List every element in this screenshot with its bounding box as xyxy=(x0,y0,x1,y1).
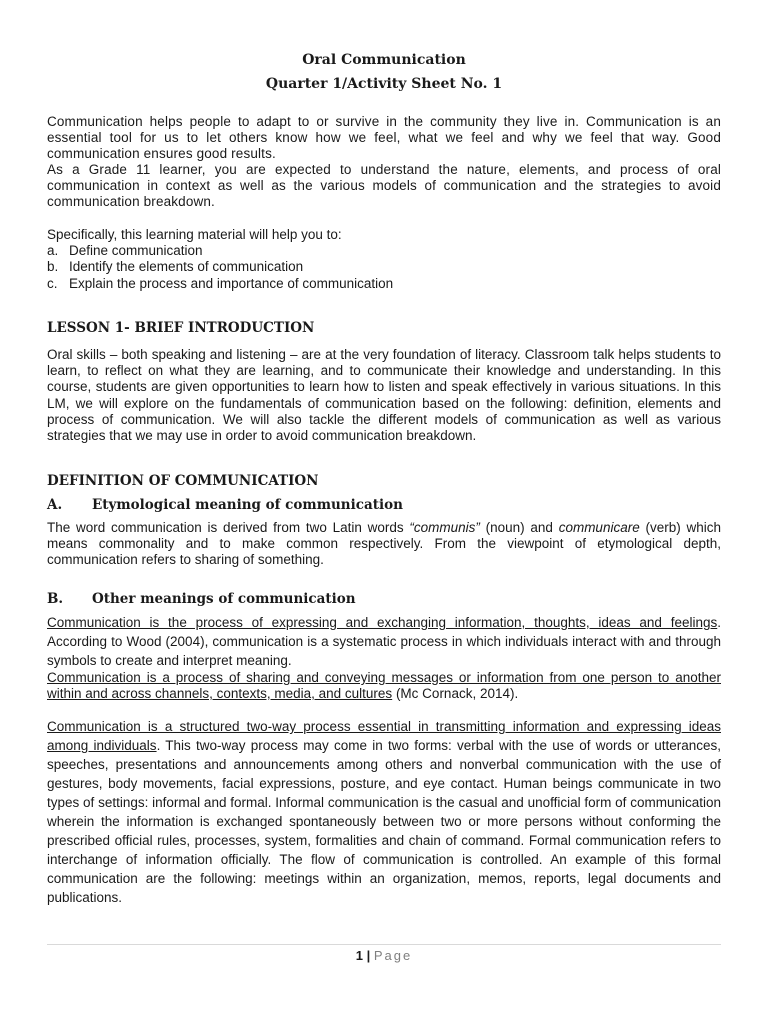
section-b-letter: B. xyxy=(47,591,64,607)
section-a-heading xyxy=(47,497,403,513)
section-a-title: Etymological meaning of communication xyxy=(92,497,403,513)
objectives-lead: Specifically, this learning material will help you to: xyxy=(47,227,342,242)
section-a-letter: A. xyxy=(47,497,63,513)
section-b-heading xyxy=(47,591,356,607)
definition-2-underlined: Communication is a process of sharing and conveying messages or information from one person to another within and across channels, contexts, media, and cultures xyxy=(47,670,721,702)
latin-term-communis: “communis” xyxy=(409,520,480,535)
list-item: a. Define communication xyxy=(47,243,203,259)
definition-3: Communication is a structured two-way process essential in transmitting information and expressing ideas among individuals. This two-way process may come in two forms: verbal with the use of words or utterances, speeches, presentations and announcements among others and nonverbal communication with the use of gestures, body movements, facial expressions, posture, and eye contact. Human beings communicate in two types of settings: informal and formal. Informal communication is the casual and unofficial form of communication wherein the information is exchanged spontaneously between two or more persons without conforming the prescribed official rules, processes, system, formalities and chain of command. Formal communication refers to interchange of information officially. The flow of communication is controlled. An example of this formal communication are the following: meetings within an organization, memos, reports, legal documents and publications. xyxy=(47,719,721,905)
document-title: Oral Communication xyxy=(302,52,466,68)
page-footer xyxy=(0,948,768,963)
page-word: Page xyxy=(373,948,413,963)
definition-3-underlined: Communication is a structured two-way process essential in transmitting information and expressing ideas among individuals xyxy=(47,719,721,753)
list-item: b. Identify the elements of communication xyxy=(47,259,304,275)
section-a-body: The word communication is derived from two Latin words “communis” (noun) and communicare (verb) which means commonality and to make common respectively. From the viewpoint of etymological depth, communication refers to sharing of something. xyxy=(47,520,721,568)
section-b-title: Other meanings of communication xyxy=(92,591,356,607)
list-item: c. Explain the process and importance of communication xyxy=(47,275,394,291)
page-number: 1 xyxy=(355,948,363,963)
lesson-heading: LESSON 1- BRIEF INTRODUCTION xyxy=(47,320,315,336)
objectives-list xyxy=(47,243,721,292)
definition-1: Communication is the process of expressing and exchanging information, thoughts, ideas and feelings. According to Wood (2004), communication is a systematic process in which individuals interact with and through symbols to create and interpret meaning. xyxy=(47,615,721,668)
intro-paragraph-1: Communication helps people to adapt to or survive in the community they live in. Communication is an essential tool for us to let others know how we feel, what we feel and why we feel that way. Good communication ensures good results. xyxy=(47,114,721,162)
objectives-section xyxy=(47,227,721,292)
footer-divider xyxy=(47,944,721,945)
lesson-body: Oral skills – both speaking and listening – are at the very foundation of literacy. Classroom talk helps students to learn, to reflect on what they are learning, and to communicate their knowledge and understanding. In this course, students are given opportunities to learn how to listen and speak effectively in various situations. In this LM, we will explore on the fundamentals of communication based on the following: definition, elements and process of communication. We will also tackle the different models of communication as well as various strategies that we may use in order to avoid communication breakdown. xyxy=(47,347,721,444)
intro-paragraph-2: As a Grade 11 learner, you are expected to understand the nature, elements, and process of oral communication in context as well as the various models of communication and the strategies to avoid communication breakdown. xyxy=(47,162,721,210)
latin-term-communicare: communicare xyxy=(558,520,640,535)
document-subtitle: Quarter 1/Activity Sheet No. 1 xyxy=(265,76,503,92)
definition-1-underlined: Communication is the process of expressing and exchanging information, thoughts, ideas and feelings xyxy=(47,615,718,630)
definition-2: Communication is a process of sharing and conveying messages or information from one person to another within and across channels, contexts, media, and cultures (Mc Cornack, 2014). xyxy=(47,670,721,702)
footer-separator: | xyxy=(366,948,371,963)
definition-heading: DEFINITION OF COMMUNICATION xyxy=(47,473,319,489)
